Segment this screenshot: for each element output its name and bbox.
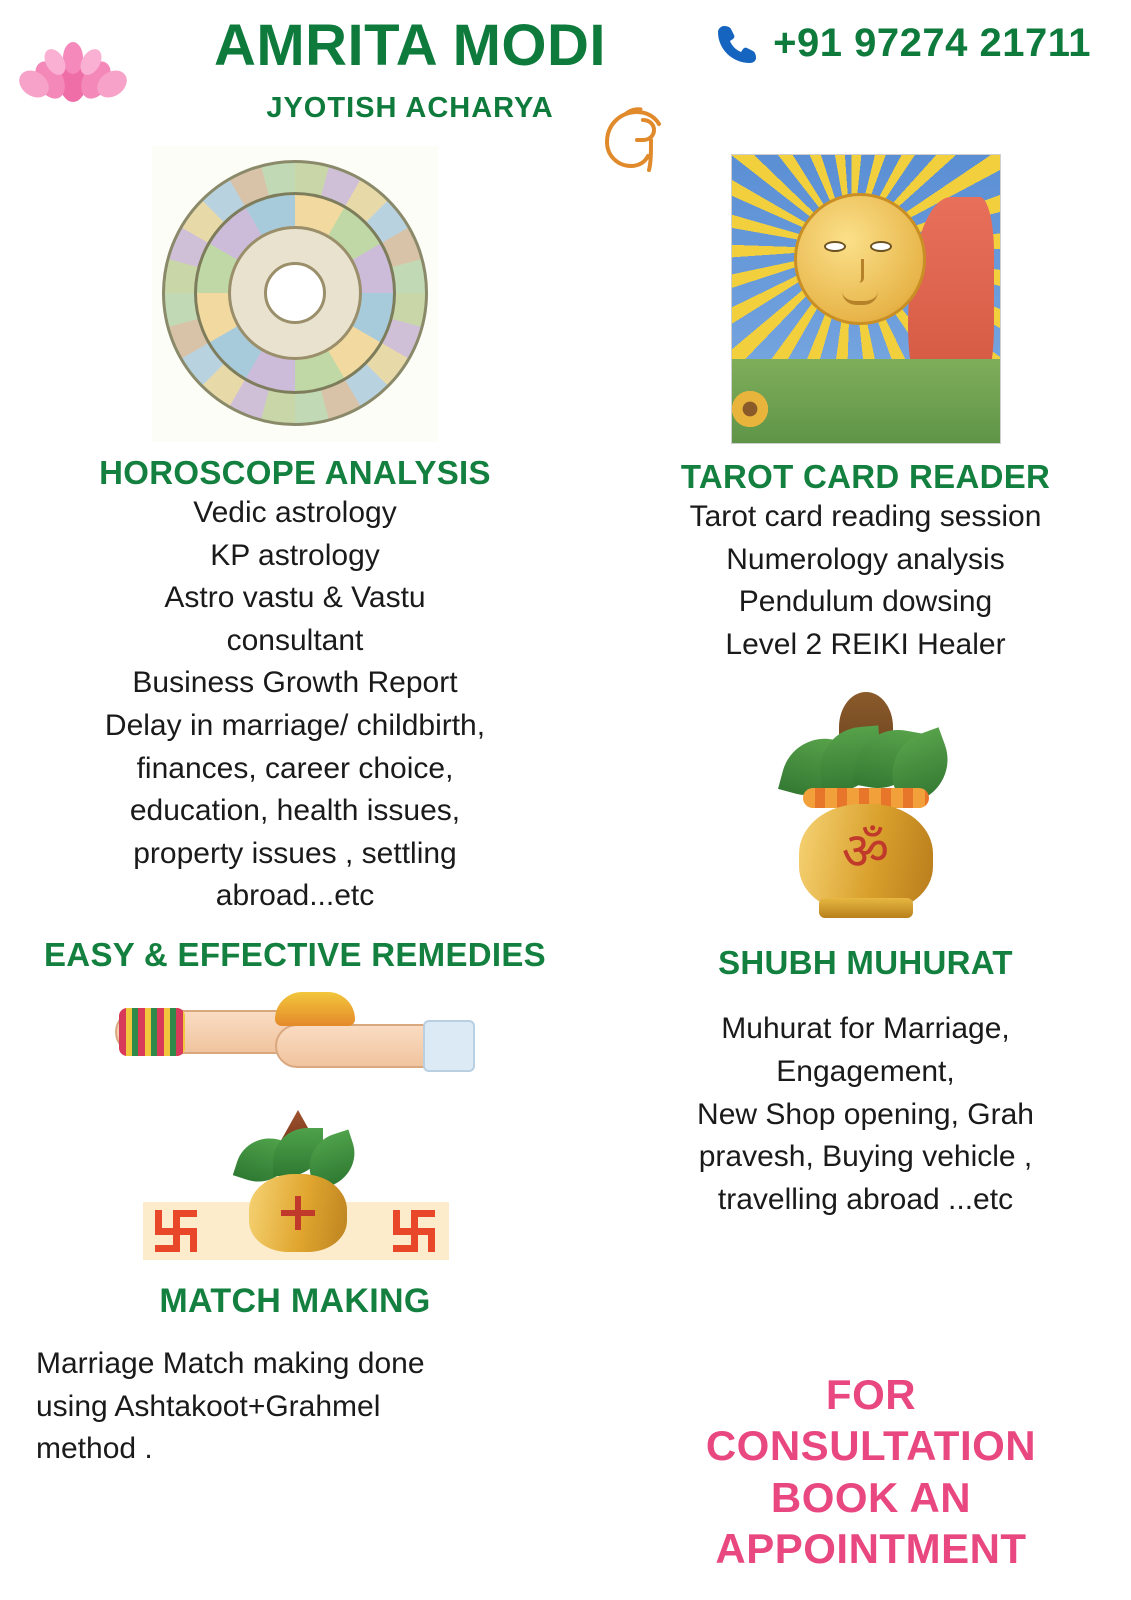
kalash-swastika-icon	[281, 1196, 315, 1230]
cta-line: FOR	[825, 1371, 917, 1419]
phone-number: +91 97274 21711	[773, 20, 1091, 65]
horoscope-line: finances, career choice,	[136, 751, 454, 785]
tarot-section-body	[600, 496, 1131, 666]
sun-eye-shape	[870, 241, 892, 252]
left-column	[0, 140, 590, 1471]
tarot-line: Pendulum dowsing	[738, 585, 993, 619]
shubh-muhurat-section-body	[600, 1008, 1131, 1221]
sunflower-field-shape	[732, 359, 1001, 443]
call-to-action[interactable]	[621, 1369, 1121, 1574]
swastika-icon	[393, 1210, 435, 1252]
shubh-muhurat-line: Muhurat for Marriage,	[721, 1012, 1010, 1046]
tarot-line: Level 2 REIKI Healer	[725, 627, 1006, 661]
kalash-om-image	[600, 692, 1131, 922]
sunflower-shape	[732, 391, 768, 427]
horoscope-line: Vedic astrology	[193, 496, 397, 529]
horoscope-line: KP astrology	[210, 538, 380, 572]
page-title: AMRITA MODI	[213, 13, 607, 78]
horoscope-line: Astro vastu & Vastu	[164, 581, 426, 615]
swastika-icon	[155, 1210, 197, 1252]
sun-eye-shape	[824, 241, 846, 252]
cta-line: CONSULTATION	[705, 1422, 1037, 1470]
phone-contact[interactable]	[715, 20, 1091, 66]
kalash-swastika-image	[115, 1106, 475, 1276]
zodiac-center-hub	[264, 262, 326, 324]
zodiac-wheel-image	[0, 146, 590, 442]
remedies-section-title: EASY & EFFECTIVE REMEDIES	[44, 935, 546, 973]
bangles-shape	[119, 1008, 185, 1056]
horoscope-line: Delay in marriage/ childbirth,	[104, 708, 486, 742]
horoscope-section-body	[0, 492, 590, 918]
header	[0, 0, 1131, 150]
shubh-muhurat-line: New Shop opening, Grah	[697, 1097, 1034, 1131]
right-column	[600, 140, 1131, 1221]
match-making-line: method .	[36, 1432, 153, 1466]
tarot-line: Numerology analysis	[726, 542, 1005, 576]
cta-line: BOOK AN	[770, 1473, 972, 1521]
lotus-icon	[18, 22, 128, 102]
horoscope-line: abroad...etc	[215, 879, 375, 913]
offering-shape	[275, 992, 355, 1026]
om-icon: ॐ	[841, 823, 890, 882]
horoscope-line: education, health issues,	[129, 794, 461, 828]
match-making-line: Marriage Match making done	[36, 1346, 425, 1380]
shubh-muhurat-line: pravesh, Buying vehicle ,	[698, 1140, 1033, 1174]
shubh-muhurat-line: Engagement,	[776, 1054, 955, 1088]
tarot-sun-card-image	[600, 154, 1131, 444]
horoscope-section-title: HOROSCOPE ANALYSIS	[99, 454, 491, 491]
page-subtitle: JYOTISH ACHARYA	[266, 92, 554, 124]
tarot-section-title: TAROT CARD READER	[680, 458, 1051, 495]
match-making-line: using Ashtakoot+Grahmel	[36, 1389, 381, 1423]
horoscope-line: Business Growth Report	[132, 666, 458, 700]
match-making-section-title: MATCH MAKING	[159, 1281, 431, 1320]
tarot-line: Tarot card reading session	[689, 500, 1042, 533]
horoscope-line: consultant	[226, 623, 364, 657]
phone-icon	[715, 20, 761, 66]
match-making-section-body	[0, 1343, 590, 1471]
shubh-muhurat-line: travelling abroad ...etc	[717, 1182, 1014, 1216]
shubh-muhurat-section-title: SHUBH MUHURAT	[718, 944, 1013, 982]
offering-hands-image	[115, 986, 475, 1106]
kalash-base-shape	[819, 898, 913, 918]
cta-line: APPOINTMENT	[715, 1524, 1027, 1572]
kalash-shape	[233, 1110, 363, 1260]
horoscope-line: property issues , settling	[133, 836, 457, 870]
shirt-cuff-shape	[423, 1020, 475, 1072]
sun-nose-shape	[854, 259, 864, 283]
